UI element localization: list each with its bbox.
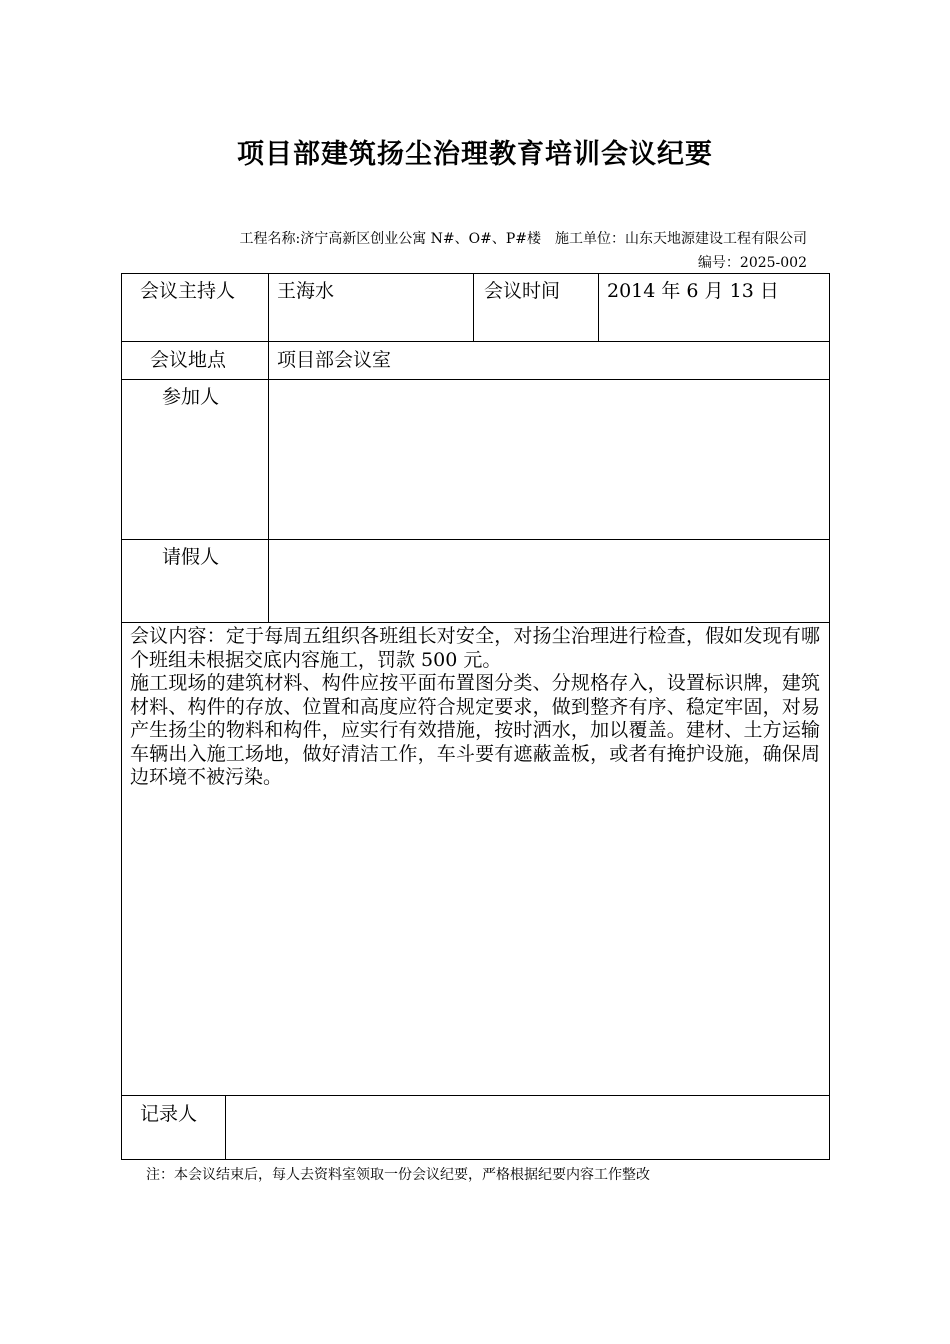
host-label: 会议主持人 [140, 280, 236, 302]
project-name: 工程名称:济宁高新区创业公寓 N#、O#、P#楼 [239, 231, 541, 247]
attendees-label: 参加人 [162, 386, 220, 408]
content-paragraph: 会议内容：定于每周五组织各班组长对安全，对扬尘治理进行检查，假如发现有哪个班组未根据交底内容施工，罚款 500 元。 [130, 625, 820, 671]
time-label: 会议时间 [484, 280, 561, 302]
row-divider [121, 539, 830, 540]
column-divider [268, 273, 269, 623]
column-divider [473, 273, 474, 342]
header-info-line [239, 228, 807, 248]
row-divider [121, 341, 830, 342]
content-paragraph: 施工现场的建筑材料、构件应按平面布置图分类、分规格存入，设置标识牌，建筑材料、构件的存放、位置和高度应符合规定要求，做到整齐有序、稳定牢固，对易产生扬尘的物料和构件，应实行有效措施，按时洒水，加以覆盖。建材、土方运输车辆出入施工场地，做好清洁工作，车斗要有遮蔽盖板，或者有掩护设施，确保周边环境不被污染。 [130, 672, 820, 788]
location-label: 会议地点 [150, 349, 227, 371]
host-value: 王海水 [277, 280, 335, 302]
footer-note: 注：本会议结束后，每人去资料室领取一份会议纪要，严格根据纪要内容工作整改 [146, 1167, 650, 1183]
meeting-content [130, 625, 820, 790]
row-divider [121, 1095, 830, 1096]
row-divider [121, 622, 830, 623]
row-divider [121, 379, 830, 380]
recorder-label: 记录人 [140, 1103, 198, 1125]
leave-label: 请假人 [162, 546, 220, 568]
page-title: 项目部建筑扬尘治理教育培训会议纪要 [237, 139, 713, 170]
column-divider [225, 1095, 226, 1160]
column-divider [598, 273, 599, 342]
location-value: 项目部会议室 [277, 349, 392, 371]
serial-number: 编号：2025-002 [697, 255, 807, 271]
contractor-name: 施工单位：山东天地源建设工程有限公司 [555, 231, 807, 247]
time-value: 2014 年 6 月 13 日 [607, 280, 779, 302]
